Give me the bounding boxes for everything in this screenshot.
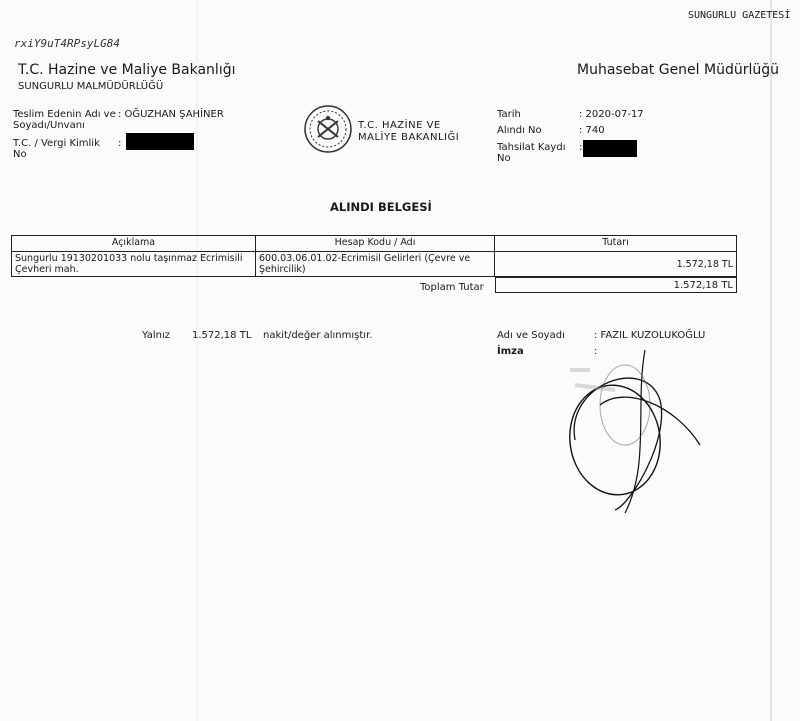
- logo-text-line1: T.C. HAZİNE VE: [358, 120, 441, 131]
- collection-label-1: Tahsilat Kaydı: [497, 142, 566, 153]
- deliverer-label-1: Teslim Edenin Adı ve: [13, 109, 116, 120]
- signer-name-label: Adı ve Soyadı: [497, 330, 565, 341]
- row-account-line2: Şehircilik): [259, 264, 306, 275]
- table-header-account: Hesap Kodu / Adı: [256, 236, 495, 252]
- sign-label: İmza: [497, 346, 524, 357]
- row-account: [256, 252, 495, 277]
- date-label: Tarih: [497, 109, 521, 120]
- row-description-line1: Sungurlu 19130201033 nolu taşınmaz Ecrimisili: [15, 253, 243, 264]
- collection-redaction: [583, 140, 637, 157]
- signer-name-value: : FAZIL KUZOLUKOĞLU: [594, 330, 706, 341]
- sum-prefix: Yalnız: [142, 330, 171, 341]
- row-description: [12, 252, 256, 277]
- collection-label-2: No: [497, 153, 511, 164]
- watermark-text: SUNGURLU GAZETESİ: [688, 10, 791, 21]
- sum-suffix: nakit/değer alınmıştır.: [263, 330, 373, 341]
- scan-edge-right: [770, 0, 772, 721]
- handwritten-signature: [555, 345, 715, 524]
- table-row: [12, 252, 737, 277]
- office-name: SUNGURLU MALMÜDÜRLÜĞÜ: [18, 81, 164, 92]
- deliverer-value: : OĞUZHAN ŞAHİNER: [118, 109, 224, 120]
- row-description-line2: Çevheri mah.: [15, 264, 79, 275]
- sign-colon: :: [594, 346, 598, 357]
- ministry-logo: [303, 104, 353, 158]
- id-colon: :: [118, 138, 122, 149]
- table-header-row: [12, 236, 737, 252]
- department-name: Muhasebat Genel Müdürlüğü: [577, 62, 779, 78]
- id-label-2: No: [13, 149, 27, 160]
- row-amount: 1.572,18 TL: [495, 252, 737, 277]
- deliverer-label-2: Soyadı/Unvanı: [13, 120, 85, 131]
- row-account-line1: 600.03.06.01.02-Ecrimisil Gelirleri (Çevre ve: [259, 253, 471, 264]
- date-value: : 2020-07-17: [579, 109, 644, 120]
- id-redaction: [126, 133, 194, 150]
- document-code: rxiY9uT4RPsyLG84: [14, 37, 120, 50]
- signature-scribble-icon: [555, 345, 715, 520]
- total-label: Toplam Tutar: [420, 282, 484, 293]
- ministry-seal-icon: [303, 104, 353, 154]
- logo-text-line2: MALİYE BAKANLIĞI: [358, 132, 460, 143]
- table-header-amount: Tutarı: [495, 236, 737, 252]
- table-header-description: Açıklama: [12, 236, 256, 252]
- receipt-label: Alındı No: [497, 125, 542, 136]
- document-title: ALINDI BELGESİ: [330, 200, 432, 214]
- total-amount: 1.572,18 TL: [495, 277, 737, 293]
- id-label-1: T.C. / Vergi Kimlik: [13, 138, 100, 149]
- collection-colon: :: [579, 142, 583, 153]
- receipt-value: : 740: [579, 125, 605, 136]
- sum-amount: 1.572,18 TL: [192, 330, 252, 341]
- receipt-table: [11, 235, 737, 277]
- ministry-name: T.C. Hazine ve Maliye Bakanlığı: [18, 62, 236, 78]
